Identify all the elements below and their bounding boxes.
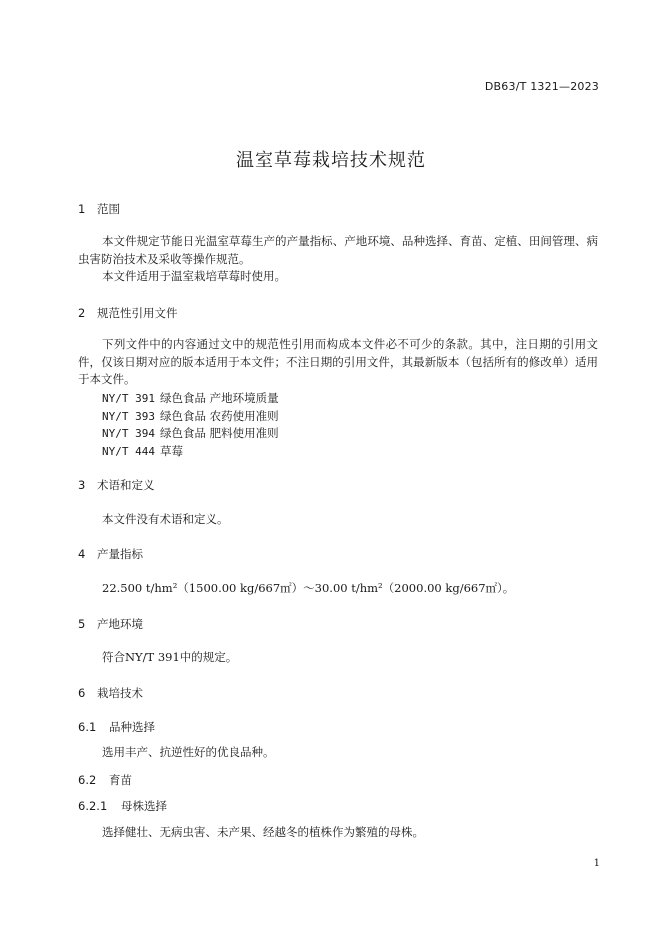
section-4-heading	[78, 546, 143, 562]
document-title: 温室草莓栽培技术规范	[236, 150, 426, 171]
section-2-heading	[78, 305, 178, 321]
section-1-heading	[78, 201, 120, 217]
section-number: 6.2	[78, 773, 97, 787]
section-5-paragraph-1: 符合NY/T 391中的规定。	[102, 650, 238, 664]
standard-code: DB63/T 1321—2023	[484, 80, 599, 93]
section-6-2-heading	[78, 772, 132, 788]
reference-name: 草莓	[160, 444, 183, 458]
section-number: 3	[78, 478, 86, 492]
reference-item	[102, 443, 183, 459]
reference-name: 绿色食品 肥料使用准则	[160, 426, 279, 440]
section-number: 5	[78, 617, 86, 631]
section-6-2-1-heading	[78, 798, 167, 814]
reference-code: NY/T 393	[102, 410, 155, 423]
section-title: 产量指标	[97, 547, 143, 561]
section-title: 栽培技术	[97, 686, 143, 700]
reference-item	[102, 390, 279, 406]
section-title: 品种选择	[109, 720, 155, 734]
section-number: 2	[78, 306, 86, 320]
reference-code: NY/T 391	[102, 392, 155, 405]
section-title: 术语和定义	[97, 478, 155, 492]
section-1-paragraph-1: 本文件规定节能日光温室草莓生产的产量指标、产地环境、品种选择、育苗、定植、田间管理、病虫害防治技术及采收等操作规范。	[78, 234, 598, 266]
section-title: 规范性引用文件	[97, 306, 178, 320]
section-number: 1	[78, 202, 86, 216]
section-1-paragraph-2: 本文件适用于温室栽培草莓时使用。	[102, 269, 286, 283]
section-5-heading	[78, 616, 143, 632]
section-6-heading	[78, 685, 143, 701]
section-4-paragraph-1: 22.500 t/hm²（1500.00 kg/667㎡）～30.00 t/hm²（2000.00 kg/667㎡）。	[102, 581, 515, 595]
section-title: 范围	[97, 202, 120, 216]
section-number: 6.1	[78, 720, 97, 734]
section-number: 6.2.1	[78, 799, 108, 813]
reference-name: 绿色食品 农药使用准则	[160, 409, 279, 423]
section-3-paragraph-1: 本文件没有术语和定义。	[102, 512, 229, 526]
section-number: 4	[78, 547, 86, 561]
section-6-1-paragraph-1: 选用丰产、抗逆性好的优良品种。	[102, 745, 275, 759]
reference-item	[102, 425, 279, 441]
reference-code: NY/T 444	[102, 445, 155, 458]
section-2-paragraph-1: 下列文件中的内容通过文中的规范性引用而构成本文件必不可少的条款。其中，注日期的引用文件，仅该日期对应的版本适用于本文件；不注日期的引用文件，其最新版本（包括所有的修改单）适用于本文件。	[78, 337, 598, 386]
section-title: 育苗	[109, 773, 132, 787]
section-title: 母株选择	[121, 799, 167, 813]
section-number: 6	[78, 686, 86, 700]
section-6-1-heading	[78, 719, 155, 735]
reference-item	[102, 408, 279, 424]
section-title: 产地环境	[97, 617, 143, 631]
page-number: 1	[593, 858, 600, 869]
reference-code: NY/T 394	[102, 427, 155, 440]
section-3-heading	[78, 477, 155, 493]
reference-name: 绿色食品 产地环境质量	[160, 391, 279, 405]
section-6-2-1-paragraph-1: 选择健壮、无病虫害、未产果、经越冬的植株作为繁殖的母株。	[102, 825, 424, 839]
